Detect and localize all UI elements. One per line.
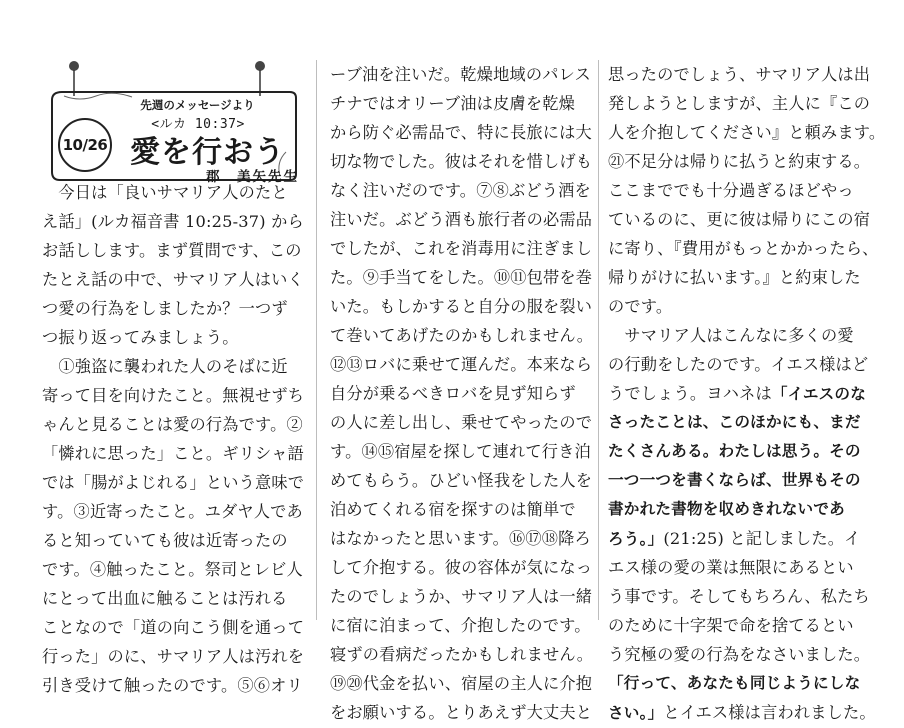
- column-divider: [598, 60, 599, 620]
- text-line: ⑫⑬ロバに乗せて運んだ。本来なら: [330, 355, 593, 374]
- text-line: す。⑭⑮宿屋を探して連れて行き泊: [330, 442, 591, 461]
- text-line: のために十字架で命を捨てるとい: [608, 616, 854, 635]
- text-line: から防ぐ必需品で、特に長旅には大: [330, 123, 592, 142]
- text-line: 注いだ。ぶどう酒も旅行者の必需品: [330, 210, 593, 229]
- text-line: 行った」のに、サマリア人は汚れを: [42, 647, 305, 666]
- text-line: ①強盗に襲われた人のそばに近: [42, 357, 288, 376]
- text-line: 自分が乗るべきロバを見ず知らず: [330, 384, 576, 403]
- text-line: エス様の愛の業は無限にあるとい: [608, 558, 854, 577]
- text-line: をお願いする。とりあえず大丈夫と: [330, 703, 593, 722]
- text-line: 切な物でした。彼はそれを惜しげも: [330, 152, 593, 171]
- text-column-2: [330, 60, 592, 727]
- text-line: ゃんと見ることは愛の行為です。②: [42, 415, 303, 434]
- text-line: す。③近寄ったこと。ユダヤ人であ: [42, 502, 303, 521]
- text-line: 発しようとしますが、主人に『この: [608, 94, 871, 113]
- column-divider: [316, 60, 317, 620]
- text-line: 引き受けて触ったのです。⑤⑥オリ: [42, 676, 303, 695]
- text-line: う事です。そしてもちろん、私たち: [608, 587, 870, 606]
- text-line: の人に差し出し、乗せてやったので: [330, 413, 593, 432]
- scripture-quote-line: 一つ一つを書くならば、世界もその: [608, 471, 861, 489]
- text-line: たとえ話の中で、サマリア人はいく: [42, 270, 304, 289]
- scripture-quote: さい。」: [608, 704, 664, 722]
- text-line: お話しします。まず質問です、この: [42, 241, 302, 260]
- text-line: いた。もしかすると自分の服を裂い: [330, 297, 593, 316]
- message-header-sign: [40, 52, 302, 185]
- text-line: サマリア人はこんなに多くの愛: [608, 326, 854, 345]
- text-line: ㉑不足分は帰りに払うと約束する。: [608, 152, 871, 171]
- text-line: たのでしょうか、サマリア人は一緒: [330, 587, 593, 606]
- text-line: 「憐れに思った」こと。ギリシャ語: [42, 444, 304, 463]
- text-line: [608, 698, 876, 727]
- text-line: つ愛の行為をしましたか？一つず: [42, 299, 288, 318]
- text-line: なく注いだのです。⑦⑧ぶどう酒を: [330, 181, 591, 200]
- header-kicker: 先週のメッセージより: [140, 98, 255, 112]
- message-title: 愛を行おう: [130, 135, 285, 170]
- text-line: [608, 524, 870, 553]
- scripture-quote-line: 「行って、あなたも同じようにしな: [608, 674, 861, 692]
- text-line: に寄り、『費用がもっとかかったら、: [608, 239, 879, 258]
- text-line: に宿に泊まって、介抱したのです。: [330, 616, 591, 635]
- text-line: ここまででも十分過ぎるほどやっ: [608, 181, 854, 200]
- text-line: はなかったと思います。⑯⑰⑱降ろ: [330, 529, 591, 548]
- text-column-1: [42, 178, 304, 700]
- text-line: 寄って目を向けたこと。無視せずち: [42, 386, 305, 405]
- scripture-reference: <ルカ 10:37>: [151, 117, 245, 132]
- scripture-quote: ろう。」: [608, 530, 664, 548]
- text-line: 帰りがけに払います。』と約束した: [608, 268, 861, 287]
- text-line: 今日は「良いサマリア人のたと: [42, 183, 288, 202]
- text-line: ると知っていても彼は近寄ったの: [42, 531, 288, 550]
- text-line: 人を介抱してください』と頼みます。: [608, 123, 886, 142]
- text-line: して介抱する。彼の容体が気になっ: [330, 558, 593, 577]
- text-line: つ振り返ってみましょう。: [42, 328, 239, 347]
- text-line: めてもらう。ひどい怪我をした人を: [330, 471, 593, 490]
- text-line: 寝ずの看病だったかもしれません。: [330, 645, 594, 664]
- scripture-quote: 「イエスのな: [771, 385, 867, 403]
- text-line: [608, 379, 870, 408]
- text-line: ことなので「道の向こう側を通って: [42, 618, 305, 637]
- text-line: ーブ油を注いだ。乾燥地域のパレス: [330, 65, 591, 84]
- text-line: て巻いてあげたのかもしれません。: [330, 326, 594, 345]
- message-date: 10/26: [58, 118, 112, 172]
- text-line: では「腸がよじれる」という意味で: [42, 473, 305, 492]
- text-line: の行動をしたのです。イエス様はど: [608, 355, 869, 374]
- text-line: でしたが、これを消毒用に注ぎまし: [330, 239, 593, 258]
- text-span: とイエス様は言われました。: [663, 703, 876, 722]
- text-line: にとって出血に触ることは汚れる: [42, 589, 288, 608]
- message-author: 郡 美矢先生: [206, 169, 299, 185]
- text-line: う究極の愛の行為をなさいました。: [608, 645, 871, 664]
- text-line: え話」(ルカ福音書 10:25-37) から: [42, 212, 304, 231]
- text-line: です。④触ったこと。祭司とレビ人: [42, 560, 303, 579]
- text-line: た。⑨手当てをした。⑩⑪包帯を巻: [330, 268, 593, 287]
- text-line: 泊めてくれる宿を探すのは簡単で: [330, 500, 576, 519]
- text-span: (21:25) と記しました。イ: [663, 529, 861, 548]
- scripture-quote-line: さったことは、このほかにも、まだ: [608, 413, 861, 431]
- text-line: のです。: [608, 297, 673, 316]
- text-column-3: [608, 60, 886, 727]
- text-line: チナではオリーブ油は皮膚を乾燥: [330, 94, 576, 113]
- scripture-quote-line: たくさんある。わたしは思う。その: [608, 442, 861, 460]
- text-line: 思ったのでしょう、サマリア人は出: [608, 65, 871, 84]
- text-line: ているのに、更に彼は帰りにこの宿: [608, 210, 871, 229]
- text-span: うでしょう。ヨハネは: [608, 384, 772, 403]
- scripture-quote-line: 書かれた書物を収めきれないであ: [608, 500, 845, 518]
- text-line: ⑲⑳代金を払い、宿屋の主人に介抱: [330, 674, 593, 693]
